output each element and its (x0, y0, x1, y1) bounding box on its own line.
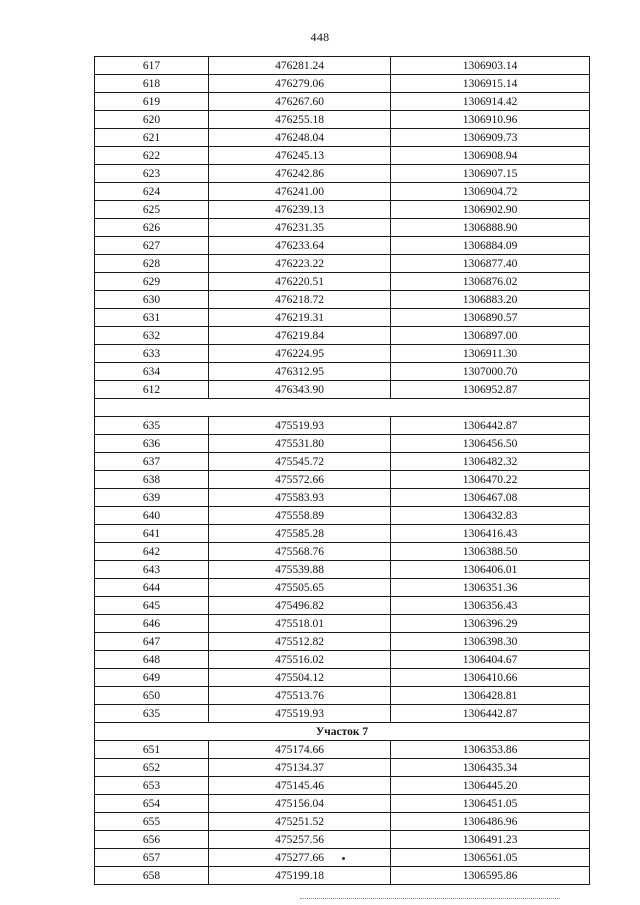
x-coordinate-cell: 475519.93 (209, 705, 391, 723)
table-row (95, 93, 590, 111)
blank-separator-row (95, 399, 590, 417)
page-number: 448 (310, 30, 330, 44)
table-row (95, 291, 590, 309)
x-coordinate-cell: 475568.76 (209, 543, 391, 561)
x-coordinate-cell: 476219.31 (209, 309, 391, 327)
x-coordinate-cell: 476231.35 (209, 219, 391, 237)
x-coordinate-cell: 475518.01 (209, 615, 391, 633)
y-coordinate-cell: 1306897.00 (391, 327, 590, 345)
x-coordinate-cell: 475145.46 (209, 777, 391, 795)
point-number-cell: 640 (95, 507, 209, 525)
y-coordinate-cell: 1306884.09 (391, 237, 590, 255)
x-coordinate-cell: 475496.82 (209, 597, 391, 615)
x-coordinate-cell: 476242.86 (209, 165, 391, 183)
point-number-cell: 632 (95, 327, 209, 345)
y-coordinate-cell: 1306353.86 (391, 741, 590, 759)
y-coordinate-cell: 1306451.05 (391, 795, 590, 813)
x-coordinate-cell: 476281.24 (209, 57, 391, 75)
blank-separator-cell (95, 399, 590, 417)
x-coordinate-cell: 475531.80 (209, 435, 391, 453)
point-number-cell: 658 (95, 867, 209, 885)
table-row (95, 777, 590, 795)
x-coordinate-cell: 475134.37 (209, 759, 391, 777)
point-number-cell: 648 (95, 651, 209, 669)
table-row (95, 129, 590, 147)
point-number-cell: 612 (95, 381, 209, 399)
y-coordinate-cell: 1306445.20 (391, 777, 590, 795)
point-number-cell: 641 (95, 525, 209, 543)
y-coordinate-cell: 1306877.40 (391, 255, 590, 273)
point-number-cell: 651 (95, 741, 209, 759)
table-row (95, 255, 590, 273)
table-row (95, 201, 590, 219)
point-number-cell: 635 (95, 705, 209, 723)
point-number-cell: 657 (95, 849, 209, 867)
y-coordinate-cell: 1306416.43 (391, 525, 590, 543)
x-coordinate-cell: 476343.90 (209, 381, 391, 399)
y-coordinate-cell: 1306404.67 (391, 651, 590, 669)
table-row (95, 327, 590, 345)
y-coordinate-cell: 1306902.90 (391, 201, 590, 219)
point-number-cell: 646 (95, 615, 209, 633)
table-row (95, 75, 590, 93)
x-coordinate-cell: 476241.00 (209, 183, 391, 201)
x-coordinate-cell: 475583.93 (209, 489, 391, 507)
x-coordinate-cell: 475516.02 (209, 651, 391, 669)
point-number-cell: 617 (95, 57, 209, 75)
point-number-cell: 620 (95, 111, 209, 129)
point-number-cell: 634 (95, 363, 209, 381)
table-row (95, 615, 590, 633)
x-coordinate-cell: 475558.89 (209, 507, 391, 525)
point-number-cell: 621 (95, 129, 209, 147)
x-coordinate-cell: 476223.22 (209, 255, 391, 273)
x-coordinate-cell: 476245.13 (209, 147, 391, 165)
coordinates-table (94, 56, 590, 885)
point-number-cell: 618 (95, 75, 209, 93)
point-number-cell: 619 (95, 93, 209, 111)
point-number-cell: 631 (95, 309, 209, 327)
table-row (95, 597, 590, 615)
y-coordinate-cell: 1306910.96 (391, 111, 590, 129)
x-coordinate-cell: 475257.56 (209, 831, 391, 849)
y-coordinate-cell: 1306888.90 (391, 219, 590, 237)
y-coordinate-cell: 1306456.50 (391, 435, 590, 453)
y-coordinate-cell: 1306876.02 (391, 273, 590, 291)
point-number-cell: 622 (95, 147, 209, 165)
point-number-cell: 650 (95, 687, 209, 705)
x-coordinate-cell: 476279.06 (209, 75, 391, 93)
table-row (95, 651, 590, 669)
y-coordinate-cell: 1306428.81 (391, 687, 590, 705)
table-row (95, 687, 590, 705)
point-number-cell: 643 (95, 561, 209, 579)
table-row (95, 543, 590, 561)
y-coordinate-cell: 1306410.66 (391, 669, 590, 687)
y-coordinate-cell: 1306904.72 (391, 183, 590, 201)
y-coordinate-cell: 1306432.83 (391, 507, 590, 525)
x-coordinate-cell: 475251.52 (209, 813, 391, 831)
bottom-rule (300, 898, 560, 899)
x-coordinate-cell: 476248.04 (209, 129, 391, 147)
table-row (95, 507, 590, 525)
x-coordinate-cell: 475513.76 (209, 687, 391, 705)
y-coordinate-cell: 1306595.86 (391, 867, 590, 885)
table-row (95, 111, 590, 129)
table-row (95, 741, 590, 759)
point-number-cell: 635 (95, 417, 209, 435)
x-coordinate-cell: 476239.13 (209, 201, 391, 219)
table-row (95, 345, 590, 363)
x-coordinate-cell: 475505.65 (209, 579, 391, 597)
table-row (95, 669, 590, 687)
y-coordinate-cell: 1306915.14 (391, 75, 590, 93)
x-coordinate-cell: 475572.66 (209, 471, 391, 489)
y-coordinate-cell: 1306467.08 (391, 489, 590, 507)
point-number-cell: 627 (95, 237, 209, 255)
table-row (95, 561, 590, 579)
table-row (95, 147, 590, 165)
y-coordinate-cell: 1306356.43 (391, 597, 590, 615)
table-row (95, 471, 590, 489)
y-coordinate-cell: 1306351.36 (391, 579, 590, 597)
x-coordinate-cell: 475539.88 (209, 561, 391, 579)
x-coordinate-cell: 475504.12 (209, 669, 391, 687)
page-mark (342, 857, 345, 860)
table-row (95, 705, 590, 723)
x-coordinate-cell: 475277.66 (209, 849, 391, 867)
x-coordinate-cell: 476312.95 (209, 363, 391, 381)
table-row (95, 831, 590, 849)
table-row (95, 525, 590, 543)
point-number-cell: 637 (95, 453, 209, 471)
y-coordinate-cell: 1306435.34 (391, 759, 590, 777)
y-coordinate-cell: 1306908.94 (391, 147, 590, 165)
point-number-cell: 639 (95, 489, 209, 507)
x-coordinate-cell: 475174.66 (209, 741, 391, 759)
point-number-cell: 638 (95, 471, 209, 489)
table-row (95, 381, 590, 399)
table-row (95, 795, 590, 813)
y-coordinate-cell: 1306482.32 (391, 453, 590, 471)
y-coordinate-cell: 1306486.96 (391, 813, 590, 831)
point-number-cell: 647 (95, 633, 209, 651)
y-coordinate-cell: 1306911.30 (391, 345, 590, 363)
point-number-cell: 649 (95, 669, 209, 687)
y-coordinate-cell: 1306442.87 (391, 705, 590, 723)
y-coordinate-cell: 1306909.73 (391, 129, 590, 147)
y-coordinate-cell: 1306406.01 (391, 561, 590, 579)
point-number-cell: 623 (95, 165, 209, 183)
point-number-cell: 654 (95, 795, 209, 813)
table-row (95, 219, 590, 237)
x-coordinate-cell: 476224.95 (209, 345, 391, 363)
x-coordinate-cell: 476267.60 (209, 93, 391, 111)
point-number-cell: 630 (95, 291, 209, 309)
x-coordinate-cell: 475156.04 (209, 795, 391, 813)
table-row (95, 813, 590, 831)
section-header-row (95, 723, 590, 741)
y-coordinate-cell: 1306398.30 (391, 633, 590, 651)
y-coordinate-cell: 1306442.87 (391, 417, 590, 435)
table-row (95, 435, 590, 453)
y-coordinate-cell: 1306470.22 (391, 471, 590, 489)
y-coordinate-cell: 1306883.20 (391, 291, 590, 309)
point-number-cell: 655 (95, 813, 209, 831)
table-row (95, 633, 590, 651)
point-number-cell: 645 (95, 597, 209, 615)
point-number-cell: 625 (95, 201, 209, 219)
point-number-cell: 642 (95, 543, 209, 561)
table-row (95, 489, 590, 507)
point-number-cell: 656 (95, 831, 209, 849)
point-number-cell: 636 (95, 435, 209, 453)
y-coordinate-cell: 1306907.15 (391, 165, 590, 183)
x-coordinate-cell: 475519.93 (209, 417, 391, 435)
table-row (95, 453, 590, 471)
table-row (95, 309, 590, 327)
point-number-cell: 653 (95, 777, 209, 795)
y-coordinate-cell: 1306952.87 (391, 381, 590, 399)
x-coordinate-cell: 475585.28 (209, 525, 391, 543)
y-coordinate-cell: 1306903.14 (391, 57, 590, 75)
point-number-cell: 652 (95, 759, 209, 777)
table-row (95, 165, 590, 183)
y-coordinate-cell: 1306396.29 (391, 615, 590, 633)
table-row (95, 57, 590, 75)
point-number-cell: 629 (95, 273, 209, 291)
x-coordinate-cell: 476220.51 (209, 273, 391, 291)
table-row (95, 237, 590, 255)
table-row (95, 363, 590, 381)
y-coordinate-cell: 1307000.70 (391, 363, 590, 381)
y-coordinate-cell: 1306914.42 (391, 93, 590, 111)
table-row (95, 867, 590, 885)
y-coordinate-cell: 1306890.57 (391, 309, 590, 327)
table-row (95, 183, 590, 201)
table-row (95, 759, 590, 777)
table-row (95, 579, 590, 597)
table-row (95, 273, 590, 291)
x-coordinate-cell: 476218.72 (209, 291, 391, 309)
point-number-cell: 626 (95, 219, 209, 237)
x-coordinate-cell: 475512.82 (209, 633, 391, 651)
point-number-cell: 628 (95, 255, 209, 273)
y-coordinate-cell: 1306388.50 (391, 543, 590, 561)
x-coordinate-cell: 476219.84 (209, 327, 391, 345)
table-row (95, 417, 590, 435)
section-title: Участок 7 (95, 723, 590, 741)
x-coordinate-cell: 476233.64 (209, 237, 391, 255)
y-coordinate-cell: 1306491.23 (391, 831, 590, 849)
x-coordinate-cell: 476255.18 (209, 111, 391, 129)
point-number-cell: 644 (95, 579, 209, 597)
y-coordinate-cell: 1306561.05 (391, 849, 590, 867)
x-coordinate-cell: 475199.18 (209, 867, 391, 885)
coordinates-table-body (95, 57, 590, 885)
point-number-cell: 624 (95, 183, 209, 201)
x-coordinate-cell: 475545.72 (209, 453, 391, 471)
point-number-cell: 633 (95, 345, 209, 363)
